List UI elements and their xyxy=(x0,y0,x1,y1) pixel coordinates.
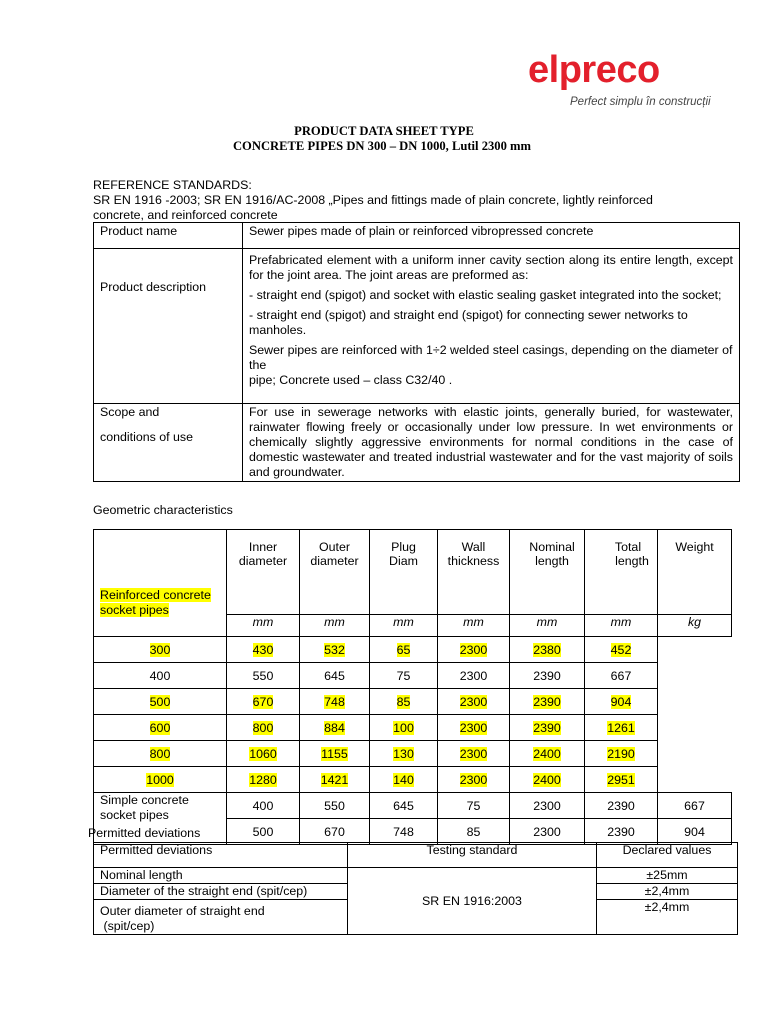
cell-value: 645 xyxy=(324,668,345,683)
unit-cell: mm xyxy=(438,615,510,637)
table-cell xyxy=(94,689,227,715)
deviation-name: Diameter of the straight end (spit/cep) xyxy=(94,884,348,900)
table-cell xyxy=(510,793,585,819)
cell-value: 2300 xyxy=(533,824,561,839)
table-cell xyxy=(510,637,585,663)
cell-value: 452 xyxy=(610,642,632,657)
cell-value: 904 xyxy=(610,694,632,709)
cell-value: 2300 xyxy=(459,746,488,761)
reference-heading: REFERENCE STANDARDS: xyxy=(93,178,252,192)
document-title: PRODUCT DATA SHEET TYPE xyxy=(294,124,474,138)
cell-value: 1155 xyxy=(321,746,348,761)
cell-value: 300 xyxy=(149,642,171,657)
cell-value: 2300 xyxy=(459,668,488,683)
cell-value: 2390 xyxy=(533,668,561,683)
scope-text: For use in sewerage networks with elastic joints, generally buried, for wastewater, rainwater flowing freely or occasionally under low pressure. In wet environments or chemically slightly aggressive environments for normal conditions in the case of domestic wastewater and treated industrial wastewater and for the vast majority of soils and groundwater. xyxy=(249,405,733,479)
cell-value: 75 xyxy=(466,798,481,813)
cell-value: 500 xyxy=(149,694,171,709)
description-paragraph: Prefabricated element with a uniform inner cavity section along its entire length, except for the joint area. The joint areas are preformed as: xyxy=(249,253,733,282)
table-cell xyxy=(585,767,658,793)
table-cell xyxy=(510,715,585,741)
col-header-plug-diam: Plug Diam xyxy=(370,530,438,615)
logo-wordmark: elpreco xyxy=(528,49,660,91)
table-cell xyxy=(94,741,227,767)
table-cell xyxy=(227,689,300,715)
product-name-value: Sewer pipes made of plain or reinforced vibropressed concrete xyxy=(243,223,740,249)
table-cell xyxy=(300,689,370,715)
table-cell xyxy=(370,819,438,845)
description-paragraph: - straight end (spigot) and socket with elastic sealing gasket integrated into the socket; xyxy=(249,288,722,302)
cell-value: 904 xyxy=(684,824,705,839)
group-label-line: socket pipes xyxy=(100,808,169,822)
logo-tagline: Perfect simplu în construcții xyxy=(570,96,711,108)
table-row xyxy=(94,689,732,715)
col-header-inner-diameter: Inner diameter xyxy=(227,530,300,615)
cell-value: 645 xyxy=(393,798,414,813)
unit-cell: kg xyxy=(658,615,732,637)
table-cell xyxy=(94,637,227,663)
reference-line: SR EN 1916 -2003; SR EN 1916/AC-2008 „Pipes and fittings made of plain concrete, lightly reinforced xyxy=(93,193,653,207)
group-label-reinforced xyxy=(94,530,227,637)
cell-value: 800 xyxy=(149,746,171,761)
cell-value: 140 xyxy=(393,772,414,787)
col-header-outer-diameter: Outer diameter xyxy=(300,530,370,615)
cell-value: 670 xyxy=(252,694,274,709)
geometric-table xyxy=(93,529,732,845)
product-name-label: Product name xyxy=(94,223,243,249)
table-cell xyxy=(300,715,370,741)
table-cell xyxy=(300,767,370,793)
cell-value: 2300 xyxy=(459,720,488,735)
cell-value: 2300 xyxy=(459,772,488,787)
table-cell xyxy=(585,793,658,819)
unit-cell: mm xyxy=(585,615,658,637)
table-cell xyxy=(370,741,438,767)
cell-value: 2390 xyxy=(607,824,635,839)
table-cell xyxy=(658,793,732,819)
table-cell xyxy=(300,741,370,767)
scope-label-line: Scope and xyxy=(100,405,160,419)
table-row xyxy=(94,715,732,741)
table-row xyxy=(94,637,732,663)
cell-value: 748 xyxy=(393,824,414,839)
unit-cell: mm xyxy=(300,615,370,637)
scope-label xyxy=(94,404,243,482)
company-logo xyxy=(528,49,714,108)
cell-value: 1261 xyxy=(607,720,635,735)
deviations-section-label: Permitted deviations xyxy=(88,826,201,840)
table-cell xyxy=(585,715,658,741)
table-cell xyxy=(370,793,438,819)
deviation-value: ±2,4mm xyxy=(597,884,738,900)
cell-value: 1060 xyxy=(249,746,277,761)
cell-value: 2390 xyxy=(533,720,561,735)
cell-value: 748 xyxy=(324,694,345,709)
table-cell xyxy=(438,767,510,793)
cell-value: 670 xyxy=(324,824,345,839)
cell-value: 667 xyxy=(610,668,632,683)
table-cell xyxy=(585,637,658,663)
table-cell xyxy=(370,767,438,793)
deviations-header-name: Permitted deviations xyxy=(94,843,348,868)
table-cell xyxy=(227,637,300,663)
reference-standards xyxy=(93,178,713,223)
col-header-total-length: Total length xyxy=(585,530,658,615)
cell-value: 2390 xyxy=(533,694,561,709)
cell-value: 2300 xyxy=(533,798,561,813)
table-cell xyxy=(227,715,300,741)
cell-value: 2951 xyxy=(607,772,635,787)
geometric-header-row xyxy=(94,530,732,615)
table-cell xyxy=(94,767,227,793)
table-cell xyxy=(300,663,370,689)
description-paragraph: pipe; Concrete used – class C32/40 . xyxy=(249,373,453,387)
cell-value: 2400 xyxy=(533,746,561,761)
reference-line: concrete, and reinforced concrete xyxy=(93,208,278,222)
table-cell xyxy=(370,663,438,689)
table-cell xyxy=(585,689,658,715)
cell-value: 400 xyxy=(252,798,274,813)
unit-cell: mm xyxy=(227,615,300,637)
cell-value: 400 xyxy=(149,668,171,683)
table-cell xyxy=(438,741,510,767)
table-cell xyxy=(438,793,510,819)
deviation-standard: SR EN 1916:2003 xyxy=(348,868,597,935)
product-info-table xyxy=(93,222,740,482)
cell-value: 2190 xyxy=(607,746,635,761)
deviation-value: ±25mm xyxy=(597,868,738,884)
cell-value: 85 xyxy=(396,694,411,709)
cell-value: 800 xyxy=(252,720,274,735)
cell-value: 2380 xyxy=(533,642,561,657)
table-cell xyxy=(300,819,370,845)
table-cell xyxy=(510,689,585,715)
deviation-name-line: Outer diameter of straight end xyxy=(100,904,265,918)
unit-cell: mm xyxy=(370,615,438,637)
deviations-header-values: Declared values xyxy=(597,843,738,868)
table-cell xyxy=(438,663,510,689)
deviations-table xyxy=(93,842,738,935)
table-cell xyxy=(438,689,510,715)
table-row xyxy=(94,663,732,689)
table-cell xyxy=(510,819,585,845)
scope-value xyxy=(243,404,740,482)
document-subtitle: CONCRETE PIPES DN 300 – DN 1000, Lutil 2300 mm xyxy=(232,139,532,153)
cell-value: 1000 xyxy=(146,772,174,787)
cell-value: 2300 xyxy=(459,642,488,657)
table-cell xyxy=(300,637,370,663)
table-cell xyxy=(438,715,510,741)
table-cell xyxy=(585,741,658,767)
group-label-line: socket pipes xyxy=(100,603,169,617)
table-cell xyxy=(510,663,585,689)
table-cell xyxy=(658,819,732,845)
cell-value: 550 xyxy=(324,798,345,813)
geometric-section-label: Geometric characteristics xyxy=(93,503,233,517)
table-cell xyxy=(227,767,300,793)
table-cell xyxy=(227,663,300,689)
cell-value: 2400 xyxy=(533,772,561,787)
table-cell xyxy=(300,793,370,819)
cell-value: 550 xyxy=(252,668,274,683)
cell-value: 85 xyxy=(466,824,481,839)
table-cell xyxy=(438,819,510,845)
cell-value: 884 xyxy=(324,720,345,735)
table-cell xyxy=(370,715,438,741)
table-cell xyxy=(510,767,585,793)
group-label-line: Simple concrete xyxy=(100,793,189,807)
deviation-name: Nominal length xyxy=(94,868,348,884)
table-row xyxy=(94,741,732,767)
col-header-weight: Weight xyxy=(658,530,732,615)
cell-value: 130 xyxy=(393,746,414,761)
table-row xyxy=(94,793,732,819)
cell-value: 532 xyxy=(324,642,345,657)
description-paragraph: Sewer pipes are reinforced with 1÷2 welded steel casings, depending on the diameter of the xyxy=(249,343,733,372)
table-cell xyxy=(370,689,438,715)
deviation-name-line: (spit/cep) xyxy=(100,919,155,933)
col-header-wall-thickness: Wall thickness xyxy=(438,530,510,615)
cell-value: 75 xyxy=(396,668,411,683)
table-cell xyxy=(227,819,300,845)
cell-value: 1421 xyxy=(320,772,349,787)
cell-value: 600 xyxy=(149,720,171,735)
deviation-value: ±2,4mm xyxy=(597,900,738,935)
unit-cell: mm xyxy=(510,615,585,637)
scope-label-line: conditions of use xyxy=(100,430,193,444)
col-header-nominal-length: Nominal length xyxy=(510,530,585,615)
table-cell xyxy=(438,637,510,663)
cell-value: 2390 xyxy=(607,798,635,813)
cell-value: 1280 xyxy=(249,772,277,787)
cell-value: 100 xyxy=(393,720,414,735)
table-cell xyxy=(227,793,300,819)
description-paragraph: - straight end (spigot) and straight end (spigot) for connecting sewer networks to manholes. xyxy=(249,308,688,337)
deviation-name xyxy=(94,900,348,935)
table-cell xyxy=(585,819,658,845)
cell-value: 2300 xyxy=(459,694,488,709)
table-cell xyxy=(94,663,227,689)
table-cell xyxy=(227,741,300,767)
product-description-label: Product description xyxy=(94,249,243,404)
table-cell xyxy=(510,741,585,767)
table-cell xyxy=(94,715,227,741)
cell-value: 500 xyxy=(252,824,274,839)
cell-value: 65 xyxy=(396,642,411,657)
deviations-header-standard: Testing standard xyxy=(348,843,597,868)
product-description-value xyxy=(243,249,740,404)
cell-value: 667 xyxy=(684,798,705,813)
table-row xyxy=(94,767,732,793)
cell-value: 430 xyxy=(252,642,274,657)
table-cell xyxy=(585,663,658,689)
group-label-line: Reinforced concrete xyxy=(100,588,211,602)
table-cell xyxy=(370,637,438,663)
